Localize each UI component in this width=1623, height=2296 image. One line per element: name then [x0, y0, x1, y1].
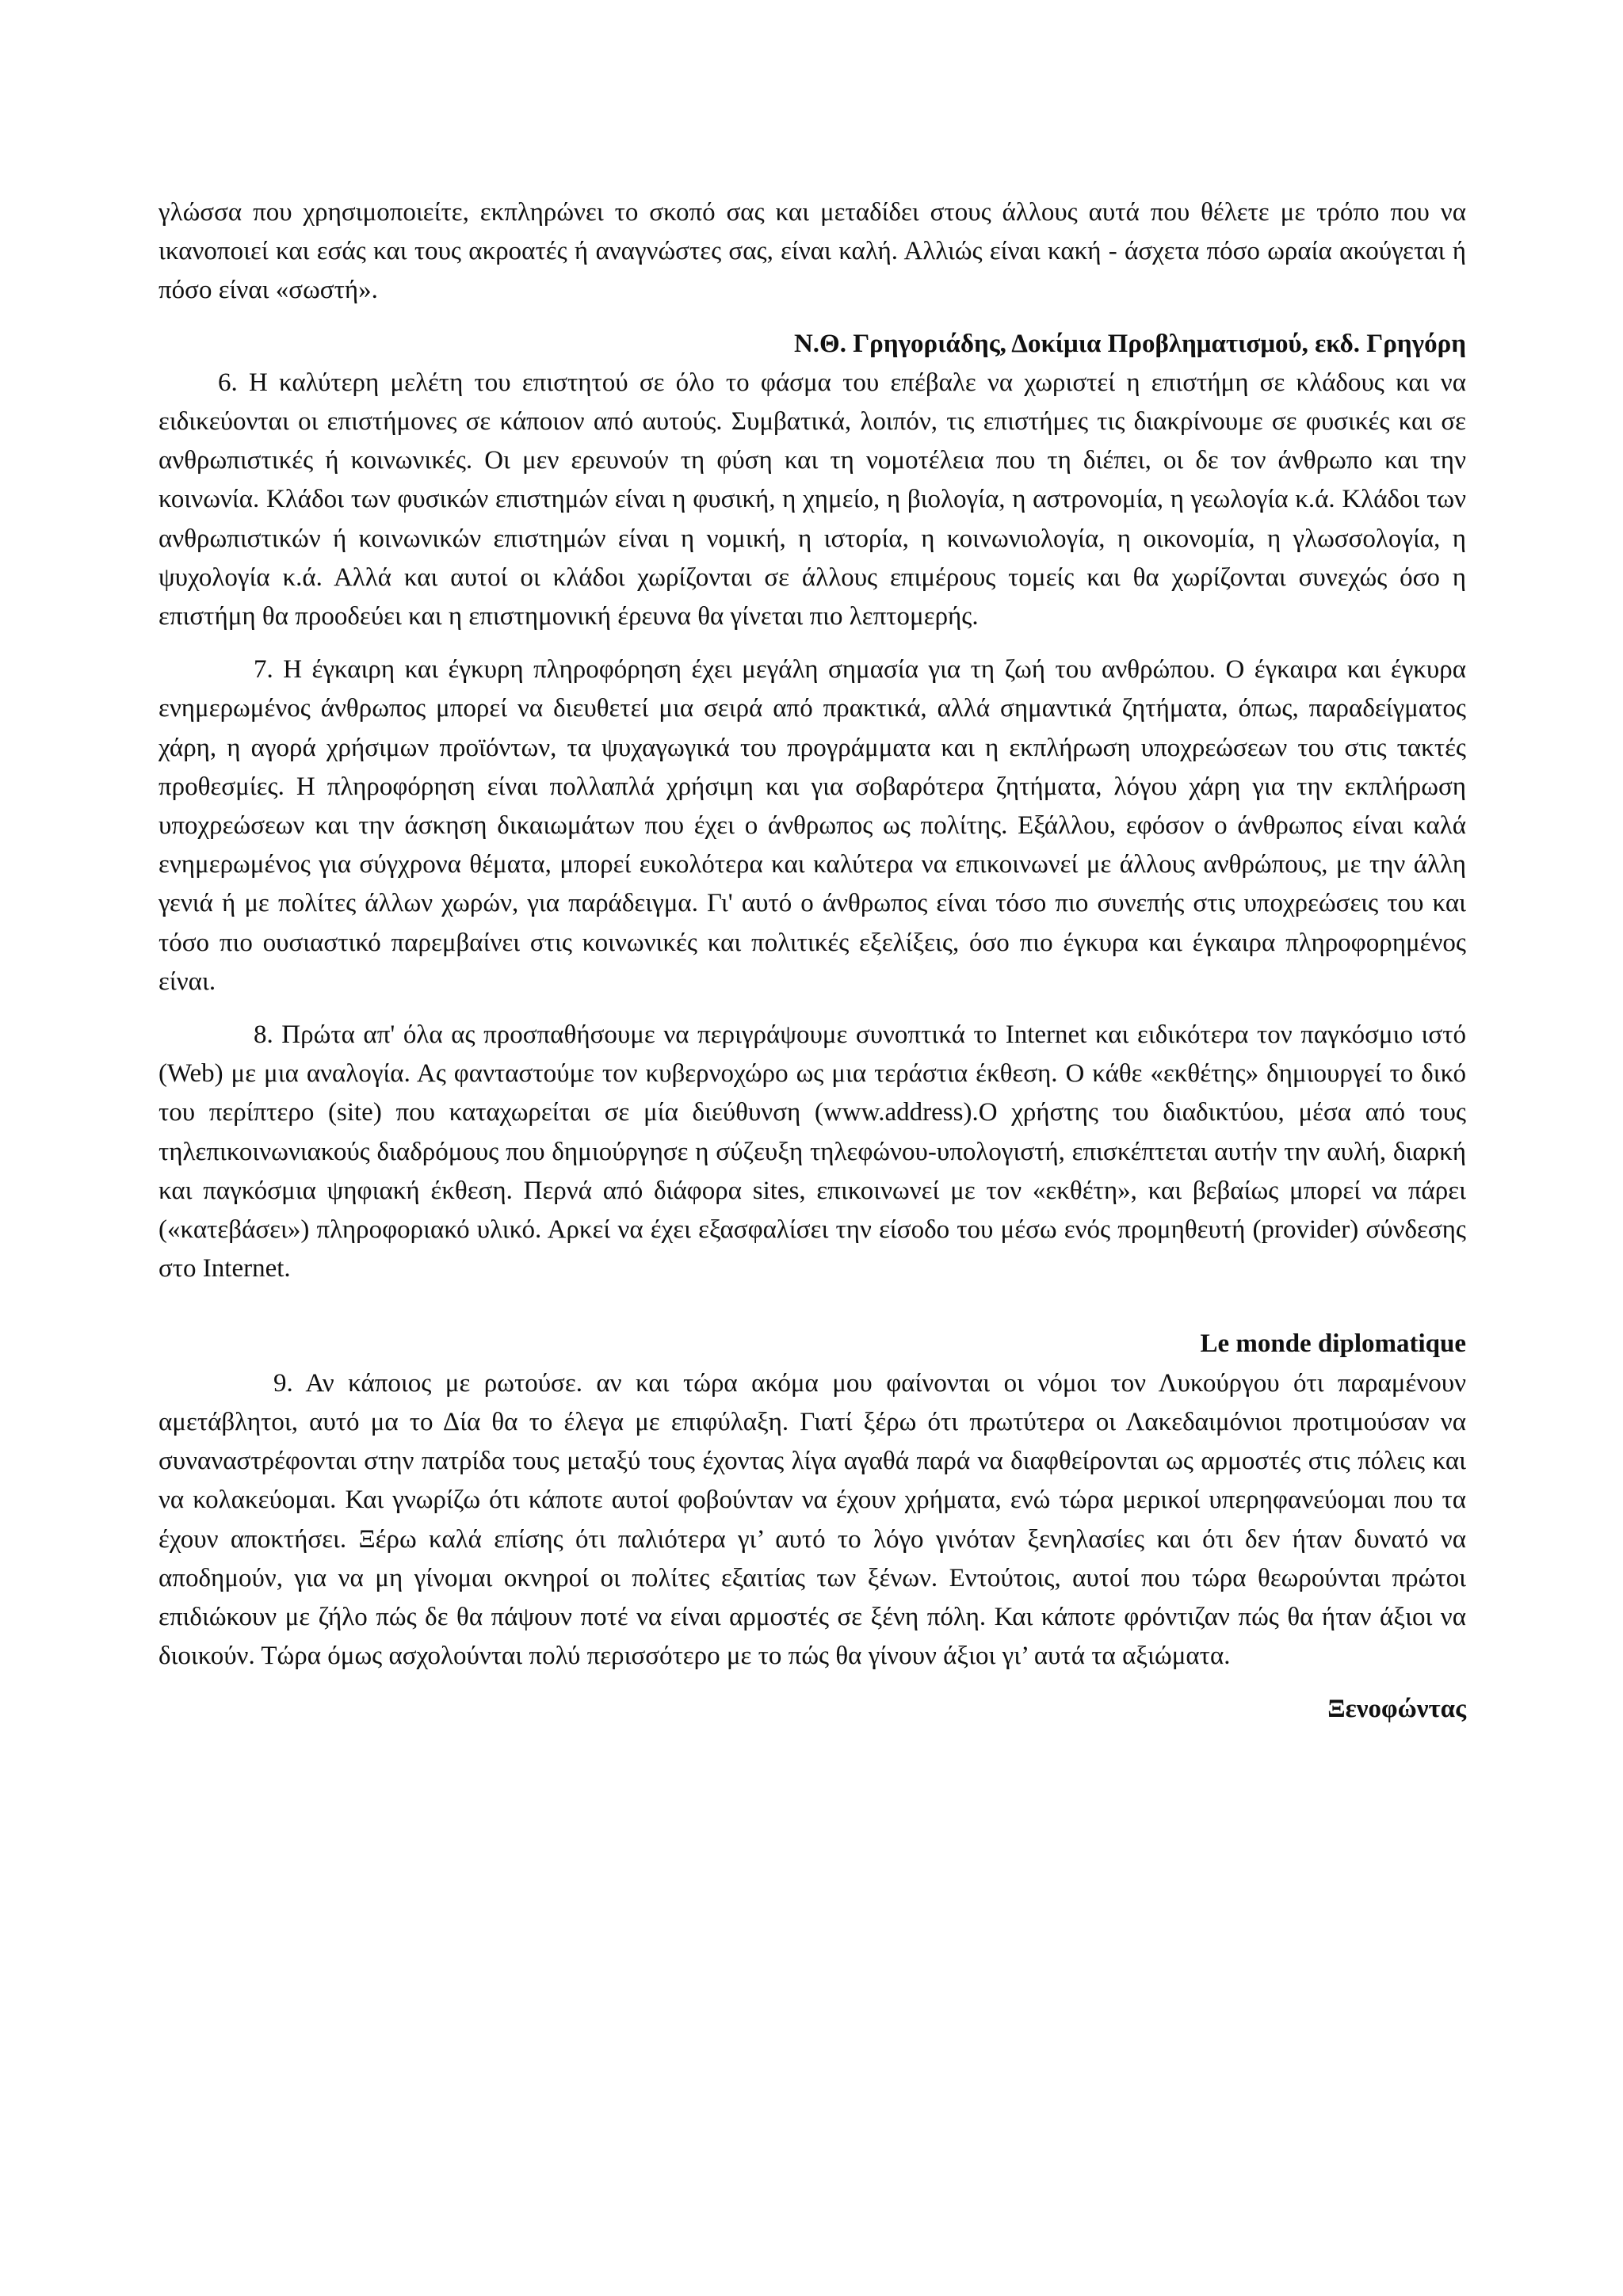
document-body: [158, 193, 1466, 1730]
intro-source: Ν.Θ. Γρηγοριάδης, Δοκίμια Προβληματισμού, εκδ. Γρηγόρη: [793, 329, 1466, 358]
spacer: [158, 1676, 1466, 1690]
paragraph-6: 6. Η καλύτερη μελέτη του επιστητού σε όλο το φάσμα του επέβαλε να χωριστεί η επιστήμη σε κλάδους και να ειδικεύονται οι επιστήμονες σε κάποιον από αυτούς. Συμβατικά, λοιπόν, τις επιστήμες τις διακρίνουμε σε φυσικές και σε ανθρωπιστικές ή κοινωνικές. Οι μεν ερευνούν τη φύση και τη νομοτέλεια που τη διέπει, οι δε τον άνθρωπο και την κοινωνία. Κλάδοι των φυσικών επιστημών είναι η φυσική, η χημείο, η βιολογία, η αστρονομία, η γεωλογία κ.ά. Κλάδοι των ανθρωπιστικών ή κοινωνικών επιστημών είναι η νομική, η ιστορία, η κοινωνιολογία, η οικονομία, η γλωσσολογία, η ψυχολογία κ.ά. Αλλά και αυτοί οι κλάδοι χωρίζονται σε άλλους επιμέρους τομείς και θα χωρίζονται συνεχώς όσο η επιστήμη θα προοδεύει και η επιστημονική έρευνα θα γίνεται πιο λεπτομερής.: [158, 368, 1466, 631]
paragraph-7: 7. Η έγκαιρη και έγκυρη πληροφόρηση έχει μεγάλη σημασία για τη ζωή του ανθρώπου. Ο έγκαιρα και έγκυρα ενημερωμένος άνθρωπος μπορεί να διευθετεί μια σειρά από πρακτικά, αλλά σημαντικά ζητήματα, όπως, παραδείγματος χάρη, η αγορά χρήσιμων προϊόντων, τα ψυχαγωγικά του προγράμματα και η εκπλήρωση υποχρεώσεων του στις τακτές προθεσμίες. Η πληροφόρηση είναι πολλαπλά χρήσιμη και για σοβαρότερα ζητήματα, λόγου χάρη για την εκπλήρωση υποχρεώσεων και την άσκηση δικαιωμάτων που έχει ο άνθρωπος ως πολίτης. Εξάλλου, εφόσον ο άνθρωπος είναι καλά ενημερωμένος για σύγχρονα θέματα, μπορεί ευκολότερα και καλύτερα να επικοινωνεί με άλλους ανθρώπους, με την άλλη γενιά ή με πολίτες άλλων χωρών, για παράδειγμα. Γι' αυτό ο άνθρωπος είναι τόσο πιο συνεπής στις υποχρεώσεις του και τόσο πιο ουσιαστικό παρεμβαίνει στις κοινωνικές και πολιτικές εξελίξεις, όσο πιο έγκυρα και έγκαιρα πληροφορημένος είναι.: [158, 655, 1466, 996]
intro-paragraph: γλώσσα που χρησιμοποιείτε, εκπληρώνει το σκοπό σας και μεταδίδει στους άλλους αυτά που θέλετε με τρόπο που να ικανοποιεί και εσάς και τους ακροατές ή αναγνώστες σας, είναι καλή. Αλλιώς είναι κακή - άσχετα πόσο ωραία ακούγεται ή πόσο είναι «σωστή».: [158, 198, 1466, 305]
spacer: [158, 1288, 1466, 1325]
spacer: [158, 311, 1466, 325]
spacer: [158, 1001, 1466, 1016]
paragraph-8-source: Le monde diplomatique: [1200, 1329, 1466, 1359]
paragraph-9: 9. Αν κάποιος με ρωτούσε. αν και τώρα ακόμα μου φαίνονται οι νόμοι τον Λυκούργου ότι παραμένουν αμετάβλητοι, αυτό μα το Δία θα το έλεγα με επιφύλαξη. Γιατί ξέρω ότι πρωτύτερα οι Λακεδαιμόνιοι προτιμούσαν να συναναστρέφονται στην πατρίδα τους μεταξύ τους έχοντας λίγα αγαθά παρά να διαφθείρονται ως αρμοστές στις πόλεις και να κολακεύομαι. Και γνωρίζω ότι κάποτε αυτοί φοβούνταν να έχουν χρήματα, ενώ τώρα μερικοί υπερηφανεύομαι που τα έχουν αποκτήσει. Ξέρω καλά επίσης ότι παλιότερα γι’ αυτό το λόγο γινόταν ξενηλασίες και ότι δεν ήταν δυνατό να αποδημούν, για να μη γίνομαι οκνηροί οι πολίτες εξαιτίας των ξένων. Εντούτοις, αυτοί που τώρα θεωρούνται πρώτοι επιδιώκουν με ζήλο πώς δε θα πάψουν ποτέ να είναι αρμοστές σε ξένη πόλη. Και κάποτε φρόντιζαν πώς θα ήταν άξιοι να διοικούν. Τώρα όμως ασχολούνται πολύ περισσότερο με το πώς θα γίνουν άξιοι γι’ αυτά τα αξιώματα.: [158, 1368, 1466, 1671]
paragraph-9-source: Ξενοφώντας: [1327, 1695, 1466, 1724]
spacer: [158, 636, 1466, 650]
paragraph-8: 8. Πρώτα απ' όλα ας προσπαθήσουμε να περιγράψουμε συνοπτικά το Internet και ειδικότερα τον παγκόσμιο ιστό (Web) με μια αναλογία. Ας φανταστούμε τον κυβερνοχώρο ως μια τεράστια έκθεση. Ο κάθε «εκθέτης» δημιουργεί το δικό του περίπτερο (site) που καταχωρείται σε μία διεύθυνση (www.address).Ο χρήστης του διαδικτύου, μέσα από τους τηλεπικοινωνιακούς διαδρόμους που δημιούργησε η σύζευξη τηλεφώνου-υπολογιστή, επισκέπτεται αυτήν την αυλή, διαρκή και παγκόσμια ψηφιακή έκθεση. Περνά από διάφορα sites, επικοινωνεί με τον «εκθέτη», και βεβαίως μπορεί να πάρει («κατεβάσει») πληροφοριακό υλικό. Αρκεί να έχει εξασφαλίσει την είσοδο του μέσω ενός προμηθευτή (provider) σύνδεσης στο Internet.: [158, 1020, 1466, 1283]
